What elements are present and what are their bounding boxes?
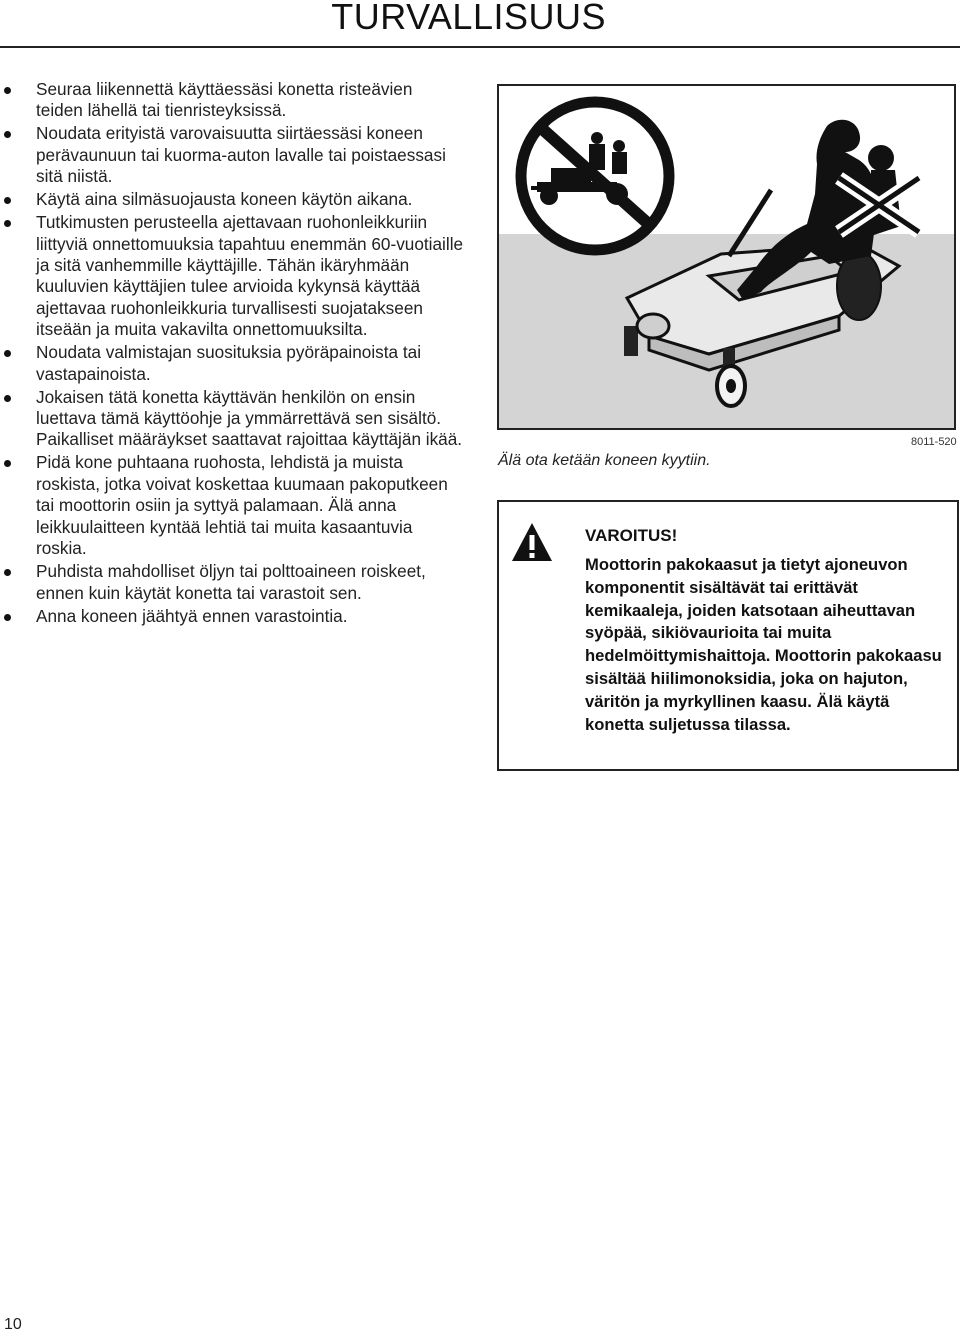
list-item xyxy=(4,189,464,210)
bullet-icon xyxy=(4,131,11,138)
bullet-icon xyxy=(4,220,11,227)
list-item-text: Seuraa liikennettä käyttäessäsi konetta risteävien teiden lähellä tai tienristeyksissä. xyxy=(36,79,413,121)
bullet-icon xyxy=(4,569,11,576)
list-item xyxy=(4,606,464,627)
warning-triangle-icon xyxy=(511,522,553,562)
bullet-icon xyxy=(4,87,11,94)
safety-bullet-list xyxy=(4,79,464,629)
warning-text: Moottorin pakokaasut ja tietyt ajoneuvon komponentit sisältävät tai erittävät kemikaaleja, joiden katsotaan aiheuttavan syöpää, sikiövaurioita tai muita hedelmöittymishaittoja. Moottorin pakokaasu sisältää hiilimonoksidia, joka on hajuton, väritön ja myrkyllinen kaasu. Älä käytä konetta suljetussa tilassa. xyxy=(585,555,942,734)
figure-code: 8011-520 xyxy=(911,436,957,448)
list-item-text: Tutkimusten perusteella ajettavaan ruohonleikkuriin liittyviä onnettomuuksia tapahtuu enemmän 60-vuotiaille ja sitä vanhemmille käyttäjille. Tähän ikäryhmään kuuluvien käyttäjien tulee arvioida kykynsä käyttää ajettavaa ruohonleikkuria turvallisesti suojatakseen itseään ja muita vakavilta onnettomuuksilta. xyxy=(36,212,464,340)
list-item xyxy=(4,342,464,385)
page-title: TURVALLISUUS xyxy=(331,0,606,37)
page-number: 10 xyxy=(4,1316,22,1333)
no-passengers-sign-icon xyxy=(521,102,669,250)
figure-caption: Älä ota ketään koneen kyytiin. xyxy=(498,452,711,469)
list-item-text: Anna koneen jäähtyä ennen varastointia. xyxy=(36,605,348,626)
list-item-text: Noudata valmistajan suosituksia pyöräpainoista tai vastapainoista. xyxy=(36,342,422,384)
bullet-icon xyxy=(4,395,11,402)
list-item-text: Jokaisen tätä konetta käyttävän henkilön on ensin luettava tämä käyttöohje ja ymmärrettävä sen sisältö. Paikalliset määräykset saattavat rajoittaa käyttäjän ikää. xyxy=(36,386,463,450)
list-item-text: Pidä kone puhtaana ruohosta, lehdistä ja muista roskista, jotka voivat koskettaa kuumaan pakoputkeen tai moottorin osiin ja syttyä palamaan. Älä anna leikkuulaitteen kyntää lehtiä tai muita kasaantuvia roskia. xyxy=(36,452,448,559)
no-passengers-illustration xyxy=(497,84,956,430)
mower-illustration xyxy=(499,86,954,428)
header-divider xyxy=(0,46,960,48)
bullet-icon xyxy=(4,350,11,357)
list-item-text: Puhdista mahdolliset öljyn tai polttoaineen roiskeet, ennen kuin käytät konetta tai varastoit sen. xyxy=(36,561,426,603)
list-item xyxy=(4,561,464,604)
list-item xyxy=(4,79,464,122)
bullet-icon xyxy=(4,460,11,467)
warning-box xyxy=(497,500,959,771)
bullet-icon xyxy=(4,614,11,621)
list-item xyxy=(4,452,464,559)
list-item xyxy=(4,123,464,187)
warning-title: VAROITUS! xyxy=(585,526,678,545)
list-item-text: Käytä aina silmäsuojausta koneen käytön aikana. xyxy=(36,189,413,210)
list-item xyxy=(4,212,464,340)
list-item xyxy=(4,387,464,451)
bullet-icon xyxy=(4,197,11,204)
list-item-text: Noudata erityistä varovaisuutta siirtäessäsi koneen perävaunuun tai kuorma-auton lavalle tai poistaessasi sitä niistä. xyxy=(36,123,446,187)
